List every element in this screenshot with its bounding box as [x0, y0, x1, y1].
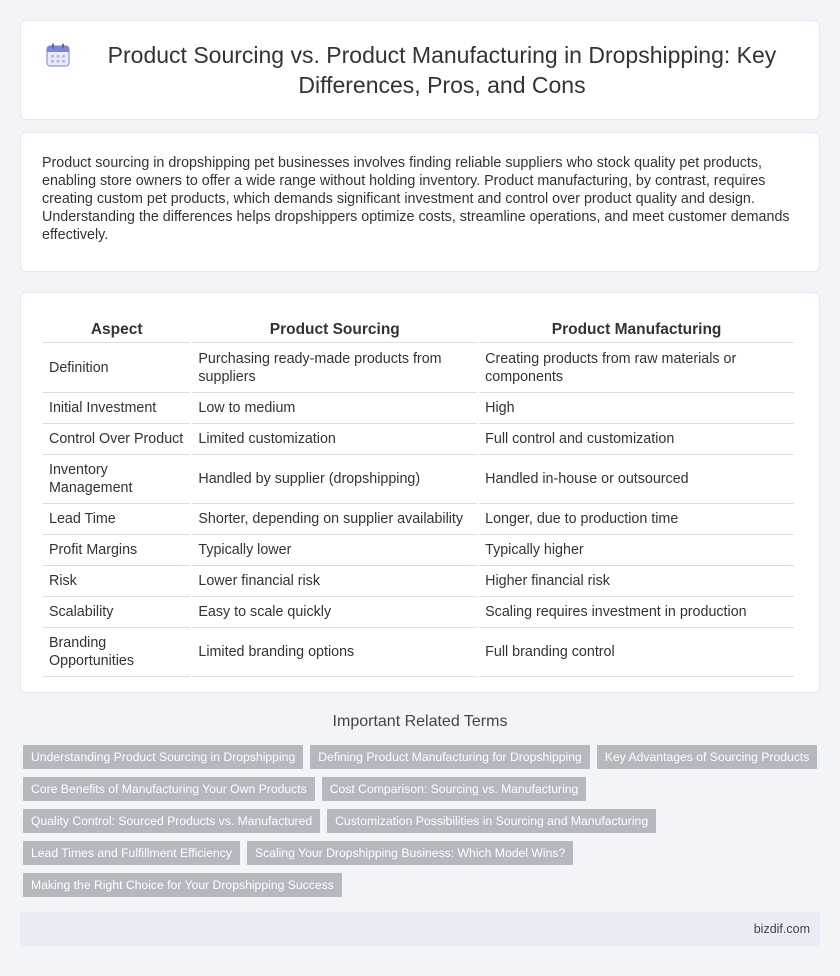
table-cell: Lower financial risk: [192, 566, 477, 597]
table-cell: Definition: [43, 343, 190, 393]
table-cell: Scalability: [43, 597, 190, 628]
table-row: [43, 455, 794, 504]
footer-site-link[interactable]: bizdif.com: [753, 922, 810, 936]
table-cell: Shorter, depending on supplier availability: [192, 504, 477, 535]
related-term-tag[interactable]: Making the Right Choice for Your Dropshipping Success: [23, 873, 342, 897]
column-header-sourcing: Product Sourcing: [192, 313, 477, 343]
table-cell: Inventory Management: [43, 455, 190, 504]
table-cell: Easy to scale quickly: [192, 597, 477, 628]
title-card: [20, 20, 820, 120]
table-cell: Creating products from raw materials or components: [479, 343, 794, 393]
table-cell: Typically lower: [192, 535, 477, 566]
table-cell: Control Over Product: [43, 424, 190, 455]
table-row: [43, 628, 794, 677]
table-cell: Branding Opportunities: [43, 628, 190, 677]
related-term-tag[interactable]: Scaling Your Dropshipping Business: Which Model Wins?: [247, 841, 573, 865]
related-term-tag[interactable]: Cost Comparison: Sourcing vs. Manufacturing: [322, 777, 587, 801]
table-row: [43, 424, 794, 455]
related-term-tag[interactable]: Core Benefits of Manufacturing Your Own Products: [23, 777, 315, 801]
table-cell: Risk: [43, 566, 190, 597]
table-cell: Typically higher: [479, 535, 794, 566]
table-row: [43, 566, 794, 597]
table-cell: Lead Time: [43, 504, 190, 535]
table-row: [43, 393, 794, 424]
table-cell: Handled in-house or outsourced: [479, 455, 794, 504]
table-cell: Full branding control: [479, 628, 794, 677]
table-row: [43, 535, 794, 566]
table-cell: Initial Investment: [43, 393, 190, 424]
comparison-table-card: [20, 292, 820, 693]
table-row: [43, 597, 794, 628]
column-header-manufacturing: Product Manufacturing: [479, 313, 794, 343]
table-row: [43, 504, 794, 535]
table-cell: Full control and customization: [479, 424, 794, 455]
table-cell: Limited customization: [192, 424, 477, 455]
related-term-tag[interactable]: Key Advantages of Sourcing Products: [597, 745, 818, 769]
related-term-tag[interactable]: Defining Product Manufacturing for Dropshipping: [310, 745, 590, 769]
calendar-icon: [45, 42, 71, 68]
table-cell: Handled by supplier (dropshipping): [192, 455, 477, 504]
related-terms-heading: Important Related Terms: [332, 713, 508, 730]
intro-card: [20, 132, 820, 272]
related-terms-list: [23, 745, 823, 905]
table-header-row: [43, 313, 794, 343]
table-cell: Low to medium: [192, 393, 477, 424]
related-term-tag[interactable]: Lead Times and Fulfillment Efficiency: [23, 841, 240, 865]
comparison-table: [41, 313, 796, 677]
table-cell: Longer, due to production time: [479, 504, 794, 535]
footer: [20, 912, 820, 946]
table-cell: Limited branding options: [192, 628, 477, 677]
table-row: [43, 343, 794, 393]
table-cell: Profit Margins: [43, 535, 190, 566]
related-term-tag[interactable]: Understanding Product Sourcing in Dropshipping: [23, 745, 303, 769]
related-term-tag[interactable]: Customization Possibilities in Sourcing and Manufacturing: [327, 809, 656, 833]
intro-paragraph: Product sourcing in dropshipping pet businesses involves finding reliable suppliers who stock quality pet products, enabling store owners to offer a wide range without holding inventory. Product manufacturing, by contrast, requires creating custom pet products, which demands significant investment and control over product quality and design. Understanding the differences helps dropshippers optimize costs, streamline operations, and meet customer demands effectively.: [42, 155, 790, 243]
related-term-tag[interactable]: Quality Control: Sourced Products vs. Manufactured: [23, 809, 320, 833]
table-cell: Purchasing ready-made products from suppliers: [192, 343, 477, 393]
table-cell: High: [479, 393, 794, 424]
table-cell: Higher financial risk: [479, 566, 794, 597]
page-title: Product Sourcing vs. Product Manufacturing in Dropshipping: Key Differences, Pros, and Cons: [107, 42, 777, 98]
column-header-aspect: Aspect: [43, 313, 190, 343]
table-cell: Scaling requires investment in production: [479, 597, 794, 628]
